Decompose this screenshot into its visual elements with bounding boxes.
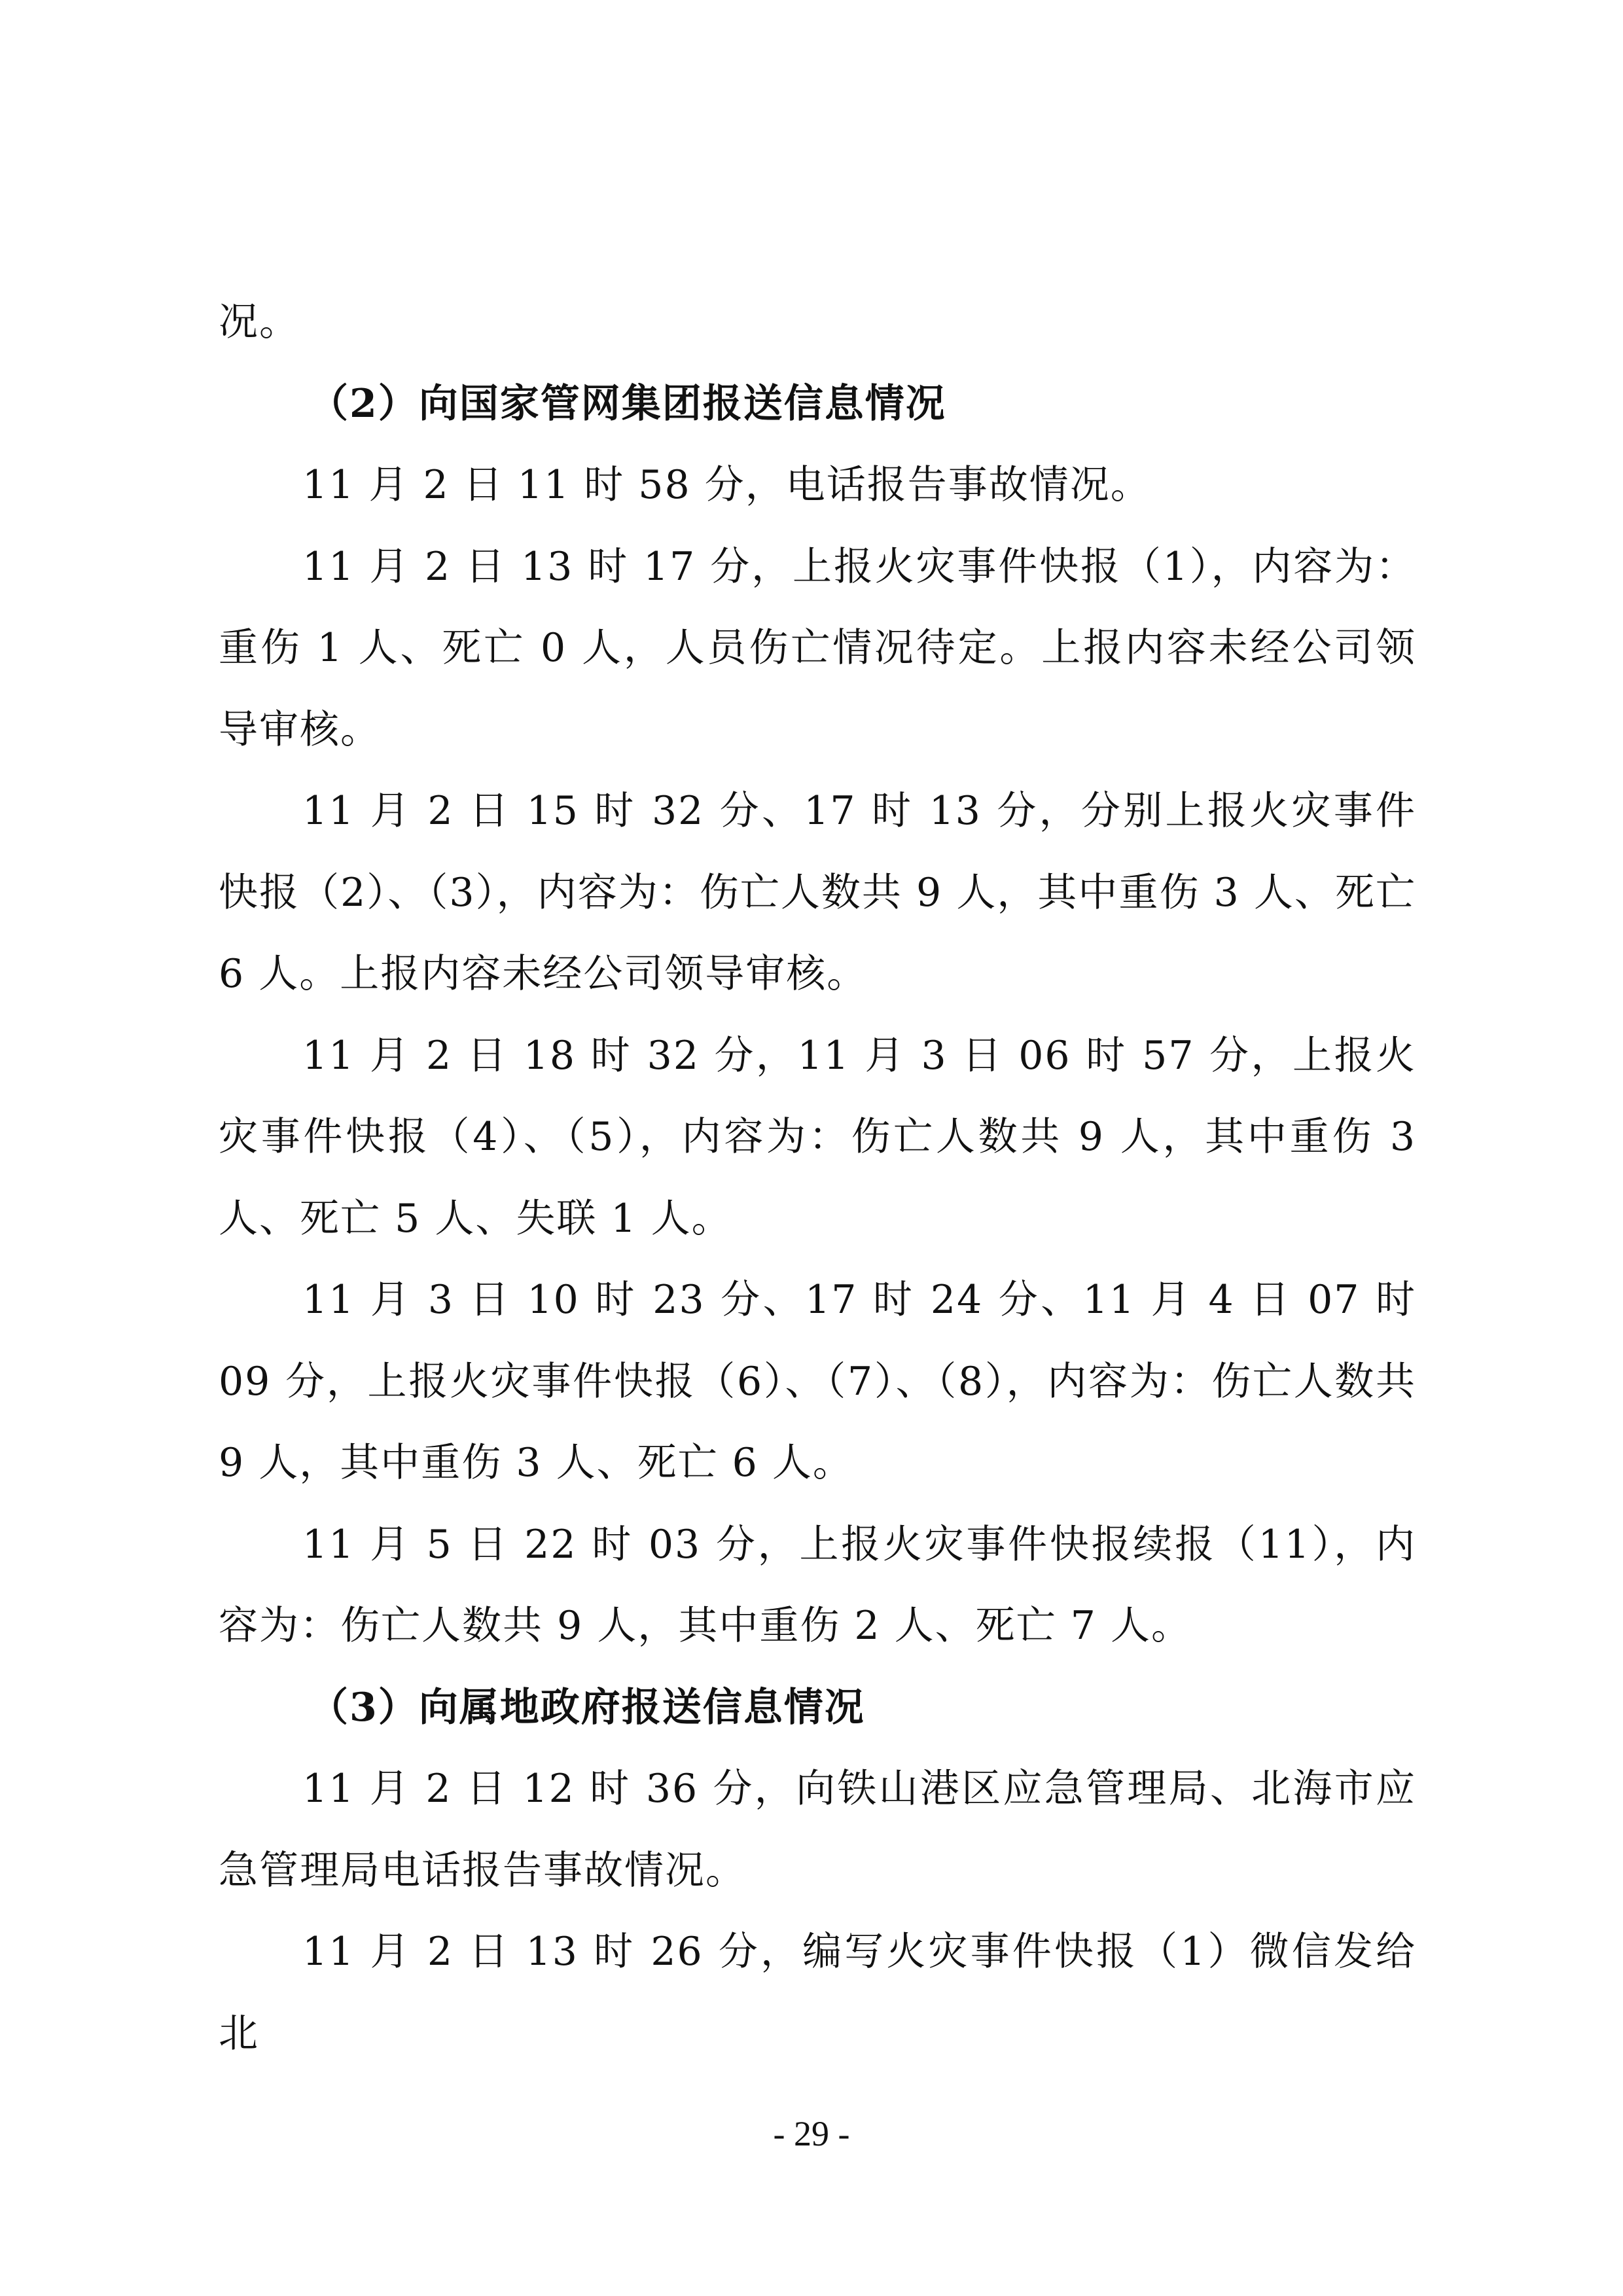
paragraph: 11 月 2 日 13 时 17 分，上报火灾事件快报（1），内容为：重伤 1 人、死亡 0 人，人员伤亡情况待定。上报内容未经公司领导审核。	[219, 543, 1416, 753]
page-number: - 29 -	[773, 2114, 850, 2153]
section-heading-national-pipeline: （2）向国家管网集团报送信息情况	[309, 380, 946, 427]
paragraph: 11 月 2 日 12 时 36 分，向铁山港区应急管理局、北海市应急管理局电话报告事故情况。	[219, 1766, 1416, 1893]
paragraph: 11 月 2 日 15 时 32 分、17 时 13 分，分别上报火灾事件快报（2）、（3），内容为：伤亡人数共 9 人，其中重伤 3 人、死亡 6 人。上报内容未经公司领导审核。	[219, 788, 1416, 997]
paragraph: 11 月 5 日 22 时 03 分，上报火灾事件快报续报（11），内容为：伤亡人数共 9 人，其中重伤 2 人、死亡 7 人。	[219, 1521, 1416, 1649]
continued-text: 况。	[219, 299, 300, 345]
paragraph: 11 月 2 日 11 时 58 分，电话报告事故情况。	[302, 462, 1151, 508]
paragraph: 11 月 2 日 13 时 26 分，编写火灾事件快报（1）微信发给北	[219, 1929, 1416, 2056]
paragraph: 11 月 3 日 10 时 23 分、17 时 24 分、11 月 4 日 07 时 09 分，上报火灾事件快报（6）、（7）、（8），内容为：伤亡人数共 9 人，其中重伤 3 人、死亡 6 人。	[219, 1277, 1416, 1486]
paragraph: 11 月 2 日 18 时 32 分，11 月 3 日 06 时 57 分，上报火灾事件快报（4）、（5），内容为：伤亡人数共 9 人，其中重伤 3 人、死亡 5 人、失联 1 人。	[219, 1032, 1416, 1242]
section-heading-local-government: （3）向属地政府报送信息情况	[309, 1684, 865, 1731]
document-body	[219, 281, 1416, 2074]
